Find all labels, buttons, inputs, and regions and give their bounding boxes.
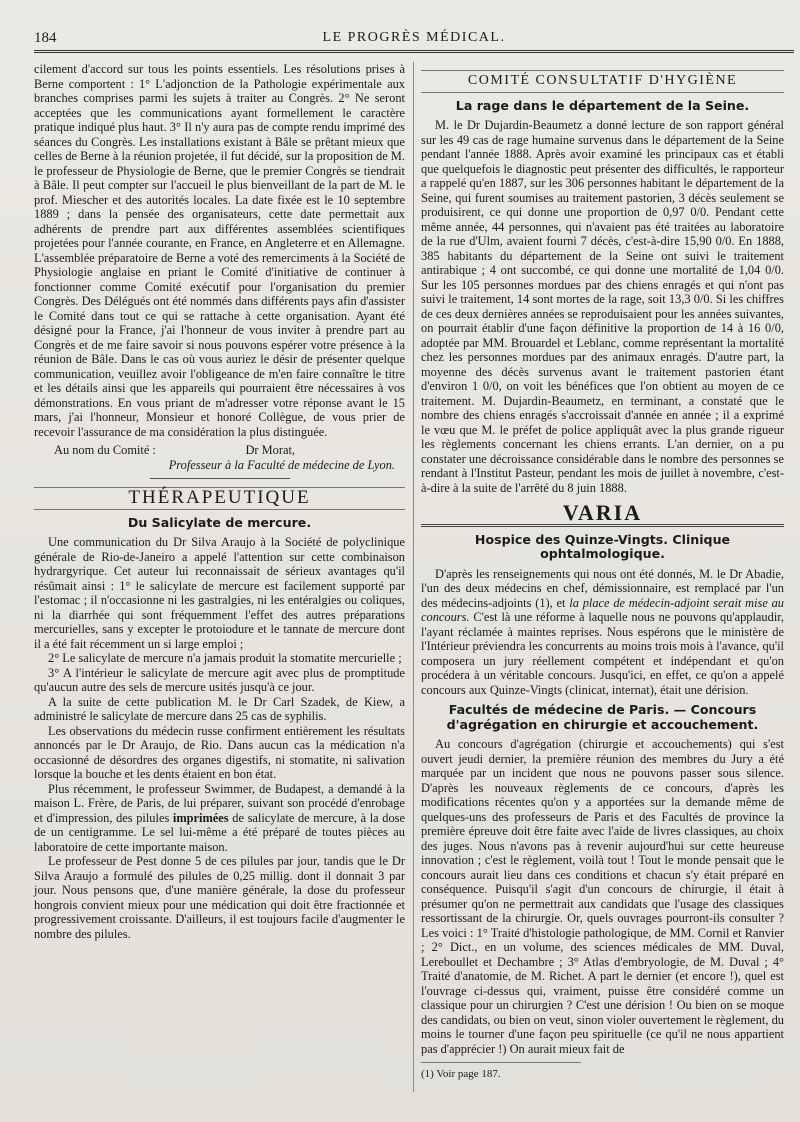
section-heading-varia: VARIA: [421, 503, 784, 527]
right-column: [421, 62, 784, 1082]
footnote: (1) Voir page 187.: [421, 1062, 581, 1082]
separator-rule: [150, 478, 290, 479]
paragraph: Au concours d'agrégation (chirurgie et accouchements) qui s'est ouvert jeudi dernier, la première réunion des membres du Jury a été marquée par un incident que nous ne pouvons passer sous silence. D'après les nouveaux règlements de ce concours, d'après les modifications récentes qu'on y a apportées sur la demande même de quelques-uns des professeurs de Paris et des Facultés de province la première épreuve doit être faite avec l'aide de livres classiques, au choix des juges. Nous n'avons pas à revenir aujourd'hui sur cette heureuse innovation ; c'est le règlement, voilà tout ! Tout le monde pensait que le concours aurait lieu dans ces conditions et chacun s'y était préparé en conséquence. Puisqu'il s'agit d'un concours de chirurgie, il était à présumer qu'on ne permettrait aux candidats que l'usage des classiques ressortissant de la chirurgie. Or, quels ouvrages pourront-ils consulter ? Les voici : 1° Traité d'histologie pathologique, de MM. Cornil et Ranvier ; 2° Dict., en un volume, des sciences médicales de MM. Duval, Lereboullet et Dechambre ; 3° Atlas d'embryologie, de M. Duval ; 4° Traité d'anatomie, de M. Richet. A part le dernier (et encore !), quel est l'ouvrage ci-dessus qui, vraiment, puisse être considéré comme un classique pour un chirurgien ? C'est une dérision ! Ou bien on se moque des candidats, ou bien on veut, sinon violer ouvertement le règlement, du moins le tourner d'une façon peu spirituelle (ce qu'il ne nous appartient pas d'apprécier !) On aurait mieux fait de: [421, 737, 784, 1056]
paragraph: 2° Le salicylate de mercure n'a jamais produit la stomatite mercurielle ;: [48, 651, 402, 665]
signature-name: Dr Morat,: [245, 443, 295, 457]
text-run: de salicylate de mercure, à la dose de un centigramme. Le sel lui-même a été préparé de toutes pièces au laboratoire de cette importante maison.: [34, 810, 405, 854]
paragraph: [421, 567, 784, 698]
journal-title: LE PROGRÈS MÉDICAL.: [322, 30, 506, 45]
paragraph: Le professeur de Pest donne 5 de ces pilules par jour, tandis que le Dr Silva Araujo a formulé des pilules de 0,25 millig. dont il donnait 3 par jour. Nous pensons que, d'une manière générale, la dose du professeur hongrois convient mieux pour une médication qui doit être fractionnée et progressivement croissante. D'ailleurs, il est toujours facile d'augmenter le nombre des pilules.: [34, 854, 405, 941]
paragraph: M. le Dr Dujardin-Beaumetz a donné lecture de son rapport général sur les 49 cas de rage humaine survenus dans le département de la Seine pendant l'année 1888. Après avoir examiné les principaux cas et établi que quelquefois le diagnostic peut présenter des difficultés, le rapporteur a rappelé qu'en 1887, sur les 306 personnes habitant le département de la Seine, qui furent soumises au traitement pastorien, 3 décès seulement se produisirent, ce qui donne une proportion de 0,97 0/0. Pendant cette même année, 44 personnes, qui n'avaient pas été traitées au laboratoire de la rue d'Ulm, avaient fourni 7 décès, c'est-à-dire 15,90 0/0. En 1888, 385 habitants du département de la Seine ont suivi le traitement antirabique ; 4 ont succombé, ce qui donne une mortalité de 1,04 0/0. Sur les 105 personnes mordues par des chiens enragés et qui n'ont pas suivi le traitement, 14 sont mortes de la rage, soit 13,3 0/0. Si les chiffres de ces deux dernières années se reproduisaient pour les années suivantes, on pourrait établir d'une façon définitive la proportion de 14 à 16 0/0, adoptée par MM. Brouardel et Leblanc, comme représentant la mortalité chez les personnes mordues par des animaux enragés. D'autre part, la moyenne des décès survenus avant le traitement pastorien étant d'environ 1 0/0, on voit les bénéfices que l'on obtient au moyen de ce traitement. M. Dujardin-Beaumetz, en terminant, a constaté que le nombre des chiens enragés s'accroissait d'année en année ; il a exprimé le vœu que M. le préfet de police appliquât avec la plus grande rigueur les règlements concernant les chiens errants. L'an dernier, on a pu constater une décroissance considérable dans le nombre des personnes se rendant à l'Institut Pasteur, pendant les mois de juillet à novembre, c'est-à-dire à la suite de l'arrêté du 8 juin 1888.: [421, 118, 784, 495]
left-column: [34, 62, 405, 941]
column-divider: [413, 62, 414, 1092]
paragraph: cilement d'accord sur tous les points essentiels. Les résolutions prises à Berne comportent : 1° L'adjonction de la Pathologie expérimentale aux branches comprises parmi les sujets à traiter au Congrès. 2° Ne seront acceptées que les communications ayant formellement le caractère pratique indiqué plus haut. 3° Il n'y aura pas de compte rendu imprimé des séances du Congrès. Les installations existant à Bâle se prêtant mieux que celles de Berne à la réunion projetée, il fut décidé, sur la proposition de M. le professeur de Physiologie de Berne, que le premier Congrès se tiendrait à Bâle. Il peut compter sur l'accueil le plus bienveillant de la part de M. le prof. Miescher et des autorités locales. La date fixée est le 10 septembre 1889 ; dans la pensée des organisateurs, cette date permettait aux adhérents de prendre part aux différentes assemblées scientifiques projetées pour l'année courante, en France, en Angleterre et en Allemagne. L'assemblée préparatoire de Berne a voté des remerciments à la Société de Physiologie anglaise en priant le Comité d'initiative de continuer à fonctionner comme Comité exécutif pour l'organisation du premier Congrès. Des Délégués ont été nommés dans différents pays afin d'assister le Comité dans tout ce qui se rattache à cette organisation. Ayant été désigné pour la France, j'ai l'honneur de vous inviter à prendre part au Congrès et de me faire savoir si nous pouvons espérer votre présence à la réunion de Bâle. Dans le cas où vous auriez le désir de présenter quelque communication, veuillez avoir l'obligeance de m'en faire connaître le titre et les détails ainsi que les appareils qui pourraient être nécessaires à vos démonstrations. En vous priant de m'adresser votre réponse avant le 15 mars, j'ai l'honneur, Monsieur et honoré Collègue, de vous prier de recevoir l'assurance de ma considération la plus distinguée.: [34, 62, 405, 439]
text-run: Plus récemment, le professeur Swimmer, de Budapest, a demandé à la maison L. Frère, de Paris, de lui préparer, suivant son procédé d'enrobage et d'impression, des pilules: [34, 781, 405, 825]
section-heading-hygiene: COMITÉ CONSULTATIF D'HYGIÈNE: [421, 70, 784, 93]
signature-block: [34, 443, 405, 472]
page-header: [34, 28, 794, 53]
text-run: C'est là une réforme à laquelle nous ne pouvons qu'applaudir, l'ayant réclamée à maintes reprises. Nous espérons que le ministère de l'Intérieur préviendra les concurrents au moins trois mois à l'avance, qu'il composera un jury réellement compétent et indépendant et qu'on procédera à un véritable concours. Jusqu'ici, en effet, ce qu'on a appelé concours aux Quinze-Vingts (clinicat, internat), était une dérision.: [421, 610, 784, 697]
paragraph: [34, 782, 405, 855]
article-title: Du Salicylate de mercure.: [127, 514, 312, 530]
text-run: D'après les renseignements qui nous ont été donnés, M. le Dr Abadie, l'un des deux médecins en chef, démissionnaire, est remplacé par l'un des médecins-adjoints (1), et: [421, 566, 784, 610]
article-title: Facultés de médecine de Paris. — Concours d'agrégation en chirurgie et accouchement.: [446, 702, 759, 732]
paragraph: Les observations du médecin russe confirment entièrement les résultats annoncés par le Dr Araujo, de Rio. Dans aucun cas la médication n'a occasionné de désordres des organes digestifs, ni stomatite, ni salivation lorsque la bouche et les dents étaient en bon état.: [34, 723, 405, 781]
article-title: Hospice des Quinze-Vingts. Clinique ophtalmologique.: [474, 531, 731, 561]
signature-affiliation: Professeur à la Faculté de médecine de Lyon.: [168, 457, 395, 472]
page-number: 184: [34, 30, 57, 46]
paragraph: A la suite de cette publication M. le Dr Carl Szadek, de Kiew, a administré le salicylate de mercure dans 25 cas de syphilis.: [34, 694, 405, 723]
paragraph: 3° A l'intérieur le salicylate de mercure agit avec plus de promptitude qu'aucun autre des sels de mercure usités jusqu'à ce jour.: [34, 665, 405, 694]
section-heading-therapeutique: THÉRAPEUTIQUE: [34, 487, 405, 510]
text-run-emphasis: imprimées: [172, 810, 229, 825]
signature-label: Au nom du Comité :: [54, 443, 156, 457]
text-run-italic: la place de médecin-adjoint serait mise au concours.: [421, 595, 784, 624]
article-title: La rage dans le département de la Seine.: [455, 97, 750, 113]
paragraph: Une communication du Dr Silva Araujo à la Société de polyclinique générale de Rio-de-Janeiro a appelé l'attention sur cette combinaison hydrargyrique. Cet auteur lui reconnaissait de sérieux avantages qu'il résûmait ainsi : 1° le salicylate de mercure est facilement supporté par l'estomac ; il n'occasionne ni les gastralgies, ni les entéralgies ou coliques, ni la diarrhée qui sont fréquemment l'effet des autres préparations mercurielles, sans y excepter le protoiodure et le tannate de mercure dont il a été fait récemment un si large emploi ;: [34, 535, 405, 651]
